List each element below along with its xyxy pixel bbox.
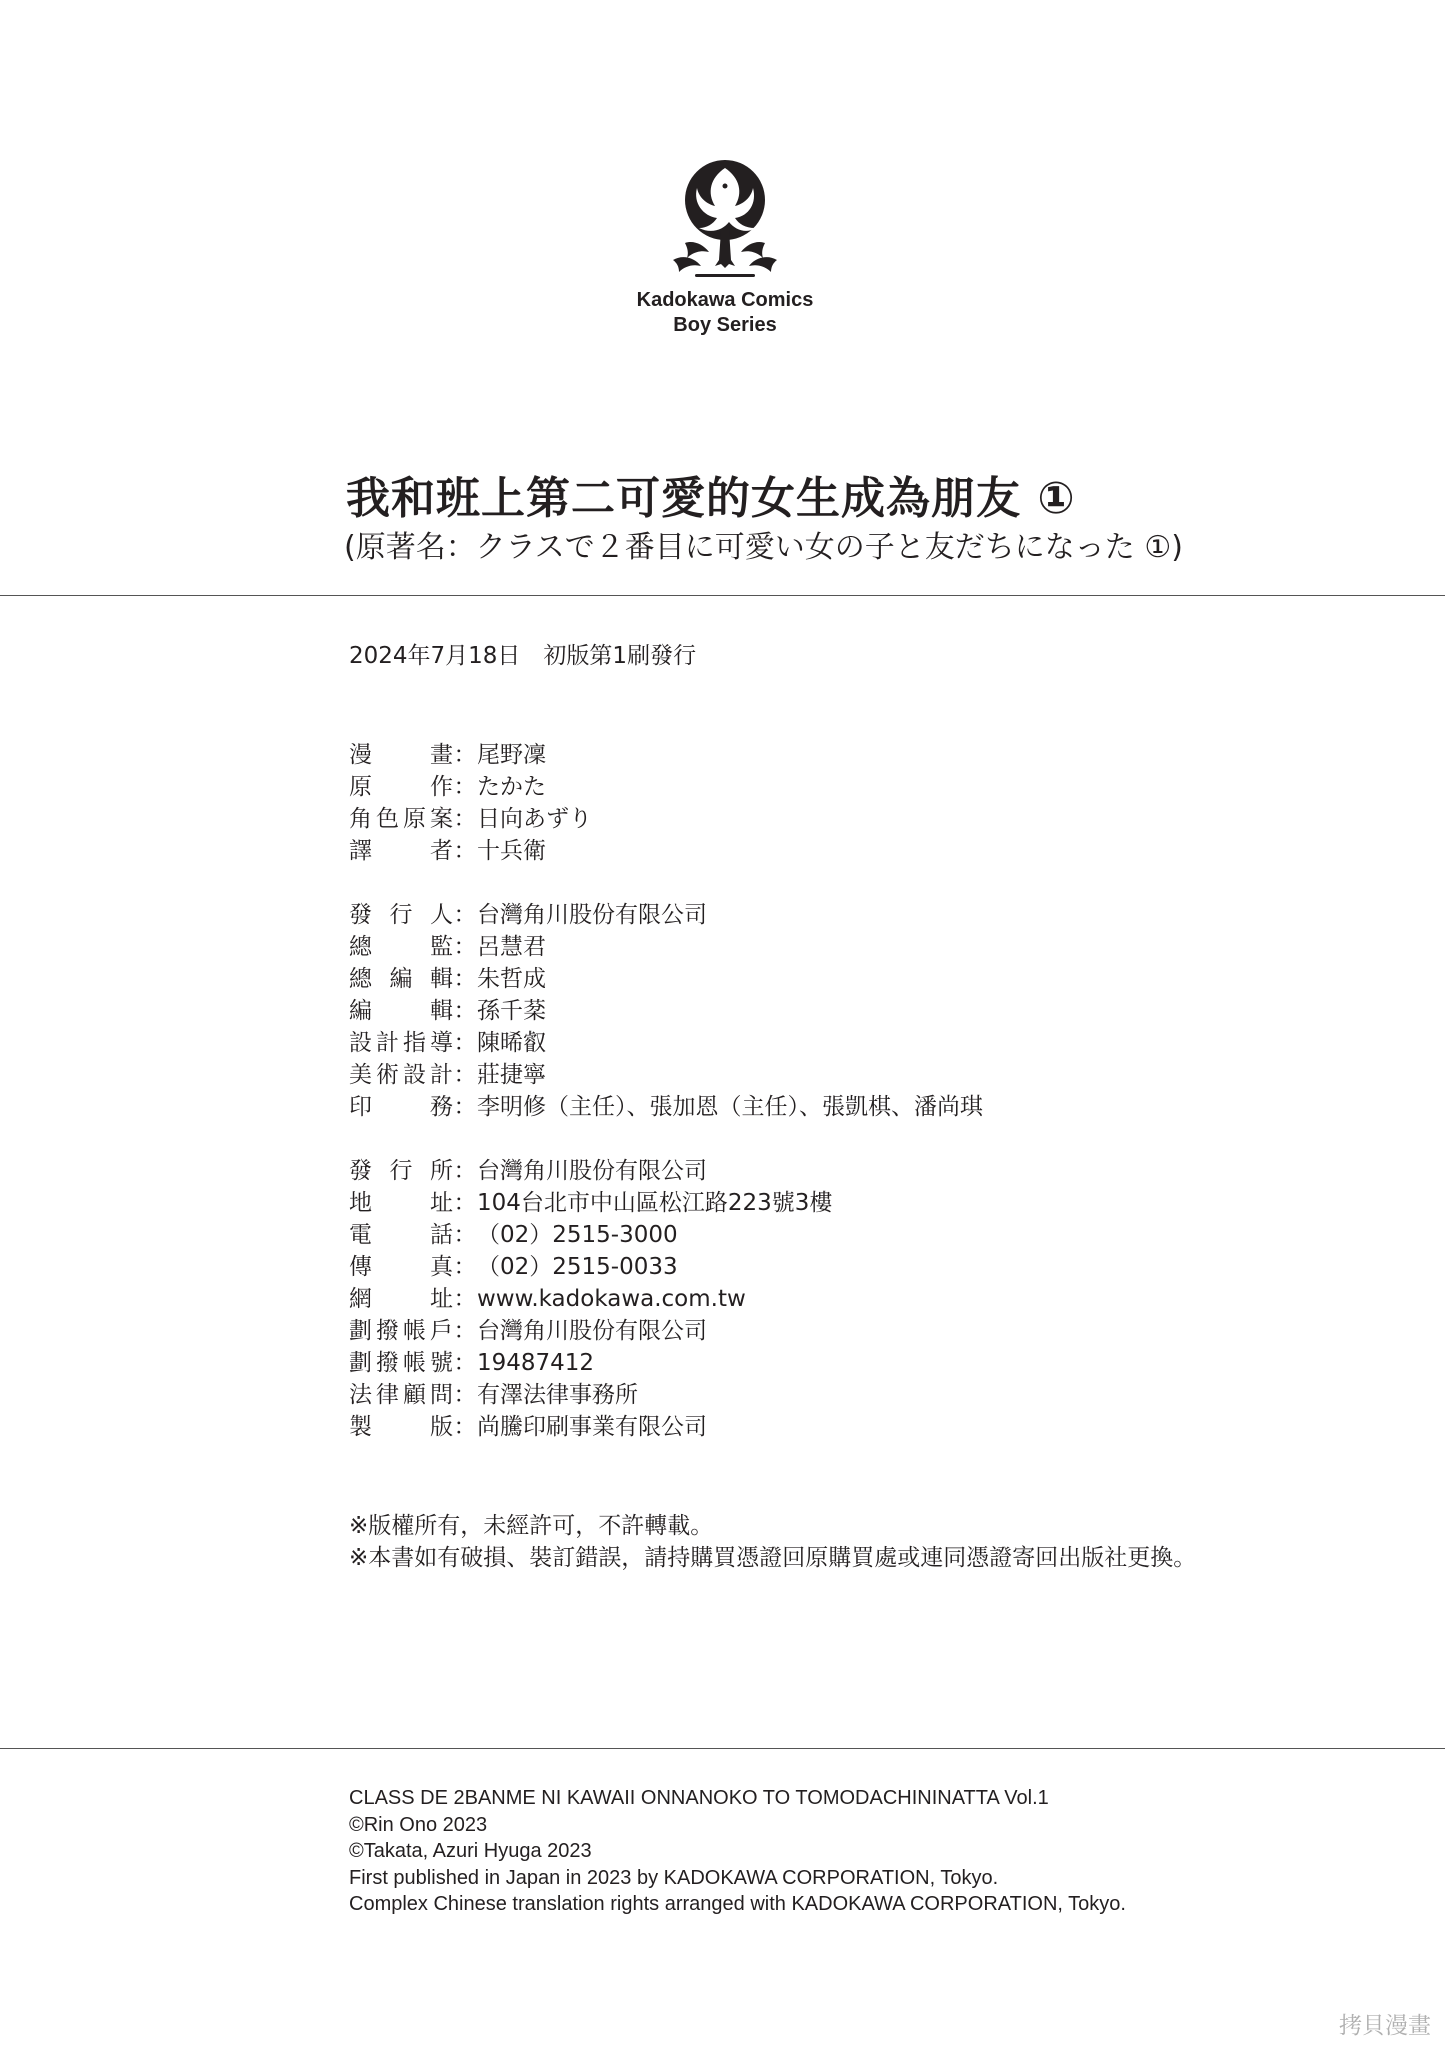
credit-row (349, 1347, 983, 1379)
english-copyright-block (349, 1785, 1126, 1918)
credit-label: 發 行 所 (349, 1158, 453, 1184)
credit-row (349, 899, 983, 931)
replacement-note: ※本書如有破損、裝訂錯誤，請持購買憑證回原購買處或連同憑證寄回出版社更換。 (349, 1545, 1197, 1571)
credit-value: （02）2515-3000 (477, 1222, 678, 1248)
credit-label: 總 監 (349, 934, 453, 960)
credit-group (349, 739, 983, 867)
credit-label: 劃 撥 帳 戶 (349, 1318, 453, 1344)
credit-value: 台灣角川股份有限公司 (477, 1318, 707, 1344)
credit-row (349, 1059, 983, 1091)
copyright-note: ※版權所有，未經許可，不許轉載。 (349, 1513, 714, 1539)
english-copyright-art: ©Rin Ono 2023 (349, 1813, 488, 1836)
english-series-title: CLASS DE 2BANME NI KAWAII ONNANOKO TO TOMODACHININATTA Vol.1 (349, 1787, 1049, 1809)
book-title: 我和班上第二可愛的女生成為朋友 ① (346, 473, 1076, 524)
credit-label: 電 話 (349, 1222, 453, 1248)
credit-value: 19487412 (477, 1350, 595, 1376)
credit-colon: ： (453, 1414, 477, 1440)
credit-value: 台灣角川股份有限公司 (477, 902, 707, 928)
credit-colon: ： (453, 774, 477, 800)
english-first-published: First published in Japan in 2023 by KADOKAWA CORPORATION, Tokyo. (349, 1866, 999, 1889)
credit-group (349, 899, 983, 1123)
credit-colon: ： (453, 838, 477, 864)
credit-label: 網 址 (349, 1286, 453, 1312)
credit-colon: ： (453, 1030, 477, 1056)
credit-row (349, 1027, 983, 1059)
credit-label: 法 律 顧 問 (349, 1382, 453, 1408)
credit-colon: ： (453, 1190, 477, 1216)
credit-value: 日向あずり (477, 806, 592, 832)
english-copyright-story: ©Takata, Azuri Hyuga 2023 (349, 1840, 592, 1862)
credit-colon: ： (453, 902, 477, 928)
credit-colon: ： (453, 998, 477, 1024)
divider-bottom (0, 1748, 1445, 1749)
credit-row (349, 1283, 983, 1315)
credit-row (349, 1219, 983, 1251)
divider-top (0, 595, 1445, 596)
credit-row (349, 1251, 983, 1283)
credit-colon: ： (453, 966, 477, 992)
credit-value: 孫千棻 (477, 998, 546, 1024)
credit-label: 總 編 輯 (349, 966, 453, 992)
credit-row (349, 995, 983, 1027)
credit-row (349, 931, 983, 963)
credit-colon: ： (453, 1350, 477, 1376)
credit-label: 劃 撥 帳 號 (349, 1350, 453, 1376)
credit-value: 呂慧君 (477, 934, 546, 960)
credit-row (349, 1091, 983, 1123)
credit-value: （02）2515-0033 (477, 1254, 678, 1280)
credit-colon: ： (453, 1382, 477, 1408)
credit-value: 李明修（主任）、張加恩（主任）、張凱棋、潘尚琪 (477, 1094, 983, 1120)
credit-value: 尾野凜 (477, 742, 546, 768)
credit-row (349, 1379, 983, 1411)
credit-value: www.kadokawa.com.tw (477, 1286, 746, 1312)
original-title: (原著名：クラスで２番目に可愛い女の子と友だちになった ①) (344, 530, 1183, 565)
credit-row (349, 835, 983, 867)
credit-row (349, 771, 983, 803)
credit-value: 104台北市中山區松江路223號3樓 (477, 1190, 833, 1216)
credit-colon: ： (453, 1286, 477, 1312)
credit-value: 朱哲成 (477, 966, 546, 992)
credit-value: 十兵衛 (477, 838, 546, 864)
credit-row (349, 1411, 983, 1443)
credit-label: 編 輯 (349, 998, 453, 1024)
credit-label: 地 址 (349, 1190, 453, 1216)
credit-value: 有澤法律事務所 (477, 1382, 638, 1408)
credit-row (349, 803, 983, 835)
credit-label: 美 術 設 計 (349, 1062, 453, 1088)
credit-label: 傳 真 (349, 1254, 453, 1280)
credit-group (349, 1155, 983, 1443)
credit-colon: ： (453, 1062, 477, 1088)
credit-colon: ： (453, 1318, 477, 1344)
credit-colon: ： (453, 742, 477, 768)
phoenix-crest-icon (655, 148, 795, 288)
credit-value: 陳晞叡 (477, 1030, 546, 1056)
copyright-notes (349, 1510, 1196, 1574)
credit-colon: ： (453, 934, 477, 960)
credit-colon: ： (453, 806, 477, 832)
credit-colon: ： (453, 1254, 477, 1280)
credit-value: 莊捷寧 (477, 1062, 546, 1088)
series-name-line2: Boy Series (673, 314, 777, 336)
credit-label: 發 行 人 (349, 902, 453, 928)
credit-label: 原 作 (349, 774, 453, 800)
credit-label: 角 色 原 案 (349, 806, 453, 832)
series-name-line1: Kadokawa Comics (636, 289, 814, 311)
credit-colon: ： (453, 1158, 477, 1184)
credit-row (349, 1315, 983, 1347)
credit-value: たかた (477, 774, 546, 800)
english-translation-rights: Complex Chinese translation rights arranged with KADOKAWA CORPORATION, Tokyo. (349, 1893, 1126, 1915)
credit-row (349, 963, 983, 995)
credit-value: 尚騰印刷事業有限公司 (477, 1414, 707, 1440)
credit-value: 台灣角川股份有限公司 (477, 1158, 707, 1184)
credit-row (349, 739, 983, 771)
credit-label: 譯 者 (349, 838, 453, 864)
credit-row (349, 1187, 983, 1219)
credit-label: 製 版 (349, 1414, 453, 1440)
credits-list (349, 739, 983, 1475)
credit-row (349, 1155, 983, 1187)
publication-date: 2024年7月18日 初版第1刷發行 (349, 643, 697, 669)
credit-colon: ： (453, 1094, 477, 1120)
credit-label: 印 務 (349, 1094, 453, 1120)
publisher-logo (600, 148, 850, 338)
credit-label: 漫 畫 (349, 742, 453, 768)
credit-label: 設 計 指 導 (349, 1030, 453, 1056)
credit-colon: ： (453, 1222, 477, 1248)
watermark: 拷貝漫畫 (1339, 2013, 1431, 2039)
